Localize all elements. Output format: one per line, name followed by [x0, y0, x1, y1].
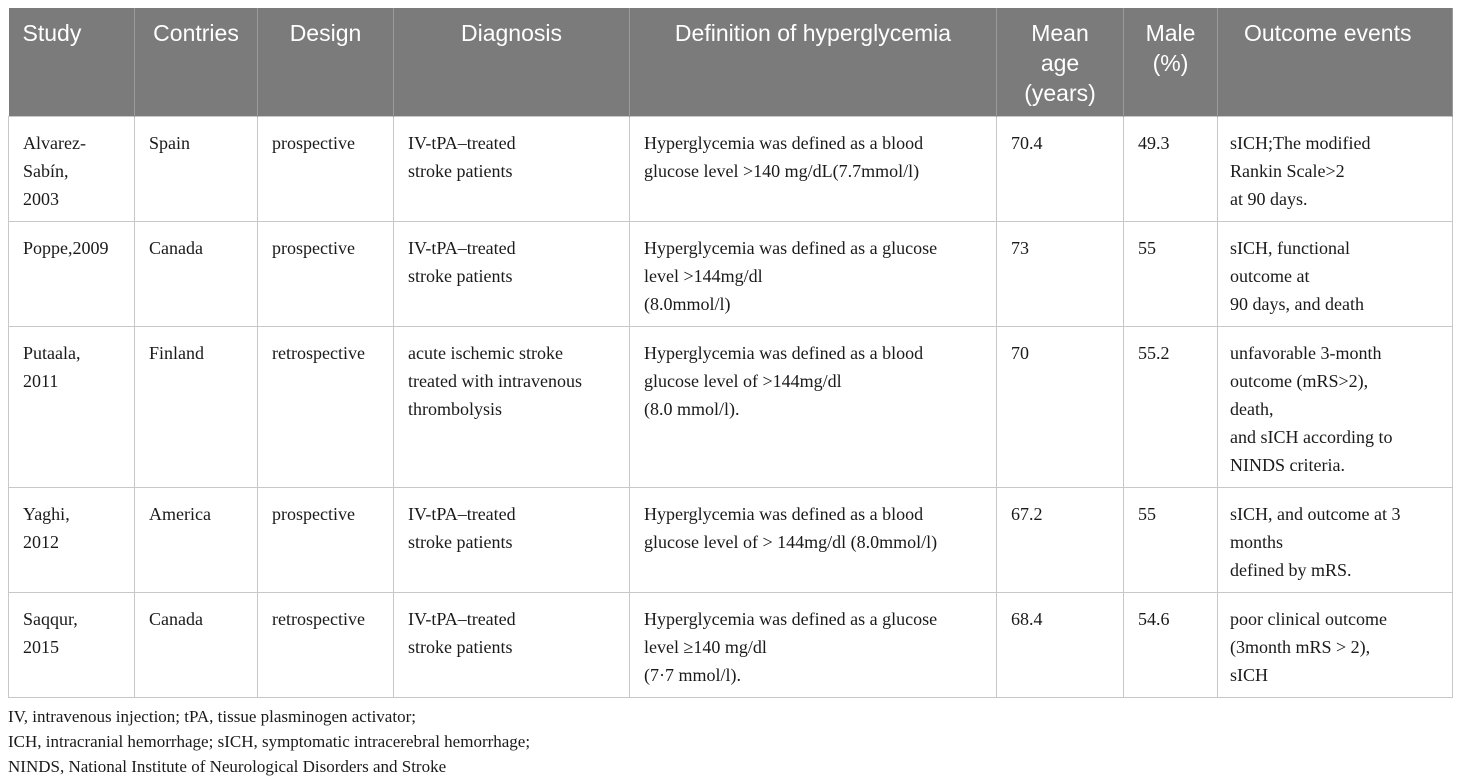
- footnote-line: ICH, intracranial hemorrhage; sICH, symptomatic intracerebral hemorrhage;: [8, 732, 531, 751]
- cell-outcome: sICH, functional outcome at 90 days, and death: [1218, 222, 1453, 327]
- cell-study: Alvarez- Sabín, 2003: [9, 117, 135, 222]
- cell-country: Canada: [135, 593, 258, 698]
- table-row: [9, 222, 1453, 327]
- cell-country: America: [135, 488, 258, 593]
- cell-study: Putaala, 2011: [9, 327, 135, 488]
- cell-outcome: sICH;The modified Rankin Scale>2 at 90 days.: [1218, 117, 1453, 222]
- cell-male-percent: 55: [1124, 222, 1218, 327]
- cell-design: prospective: [258, 488, 394, 593]
- footnote-line: IV, intravenous injection; tPA, tissue plasminogen activator;: [8, 707, 416, 726]
- cell-mean-age: 73: [997, 222, 1124, 327]
- cell-country: Canada: [135, 222, 258, 327]
- cell-definition: Hyperglycemia was defined as a glucose level ≥140 mg/dl (7·7 mmol/l).: [630, 593, 997, 698]
- cell-mean-age: 67.2: [997, 488, 1124, 593]
- cell-diagnosis: IV-tPA–treated stroke patients: [394, 488, 630, 593]
- cell-country: Spain: [135, 117, 258, 222]
- header-male-percent: Male (%): [1124, 8, 1218, 117]
- table-row: [9, 117, 1453, 222]
- study-characteristics-table: [8, 8, 1453, 698]
- cell-design: prospective: [258, 117, 394, 222]
- header-study: Study: [9, 8, 135, 117]
- cell-diagnosis: acute ischemic stroke treated with intravenous thrombolysis: [394, 327, 630, 488]
- header-diagnosis: Diagnosis: [394, 8, 630, 117]
- header-countries: Contries: [135, 8, 258, 117]
- table-header-row: [9, 8, 1453, 117]
- cell-mean-age: 68.4: [997, 593, 1124, 698]
- header-mean-age: Mean age (years): [997, 8, 1124, 117]
- cell-male-percent: 54.6: [1124, 593, 1218, 698]
- cell-definition: Hyperglycemia was defined as a blood glucose level of >144mg/dl (8.0 mmol/l).: [630, 327, 997, 488]
- cell-diagnosis: IV-tPA–treated stroke patients: [394, 593, 630, 698]
- cell-design: prospective: [258, 222, 394, 327]
- table-footnotes: [8, 704, 1452, 779]
- cell-design: retrospective: [258, 593, 394, 698]
- table-row: [9, 593, 1453, 698]
- footnote-line: NINDS, National Institute of Neurological Disorders and Stroke: [8, 757, 447, 776]
- cell-male-percent: 49.3: [1124, 117, 1218, 222]
- cell-outcome: unfavorable 3-month outcome (mRS>2), death, and sICH according to NINDS criteria.: [1218, 327, 1453, 488]
- cell-diagnosis: IV-tPA–treated stroke patients: [394, 117, 630, 222]
- cell-study: Yaghi, 2012: [9, 488, 135, 593]
- cell-definition: Hyperglycemia was defined as a glucose level >144mg/dl (8.0mmol/l): [630, 222, 997, 327]
- cell-male-percent: 55: [1124, 488, 1218, 593]
- cell-design: retrospective: [258, 327, 394, 488]
- study-characteristics-table-container: [8, 8, 1452, 779]
- cell-definition: Hyperglycemia was defined as a blood glucose level >140 mg/dL(7.7mmol/l): [630, 117, 997, 222]
- cell-study: Poppe,2009: [9, 222, 135, 327]
- table-row: [9, 488, 1453, 593]
- table-row: [9, 327, 1453, 488]
- cell-outcome: poor clinical outcome (3month mRS > 2), sICH: [1218, 593, 1453, 698]
- header-definition: Definition of hyperglycemia: [630, 8, 997, 117]
- header-design: Design: [258, 8, 394, 117]
- cell-diagnosis: IV-tPA–treated stroke patients: [394, 222, 630, 327]
- header-outcome-events: Outcome events: [1218, 8, 1453, 117]
- cell-mean-age: 70.4: [997, 117, 1124, 222]
- cell-outcome: sICH, and outcome at 3 months defined by mRS.: [1218, 488, 1453, 593]
- cell-definition: Hyperglycemia was defined as a blood glucose level of > 144mg/dl (8.0mmol/l): [630, 488, 997, 593]
- cell-mean-age: 70: [997, 327, 1124, 488]
- cell-male-percent: 55.2: [1124, 327, 1218, 488]
- cell-country: Finland: [135, 327, 258, 488]
- cell-study: Saqqur, 2015: [9, 593, 135, 698]
